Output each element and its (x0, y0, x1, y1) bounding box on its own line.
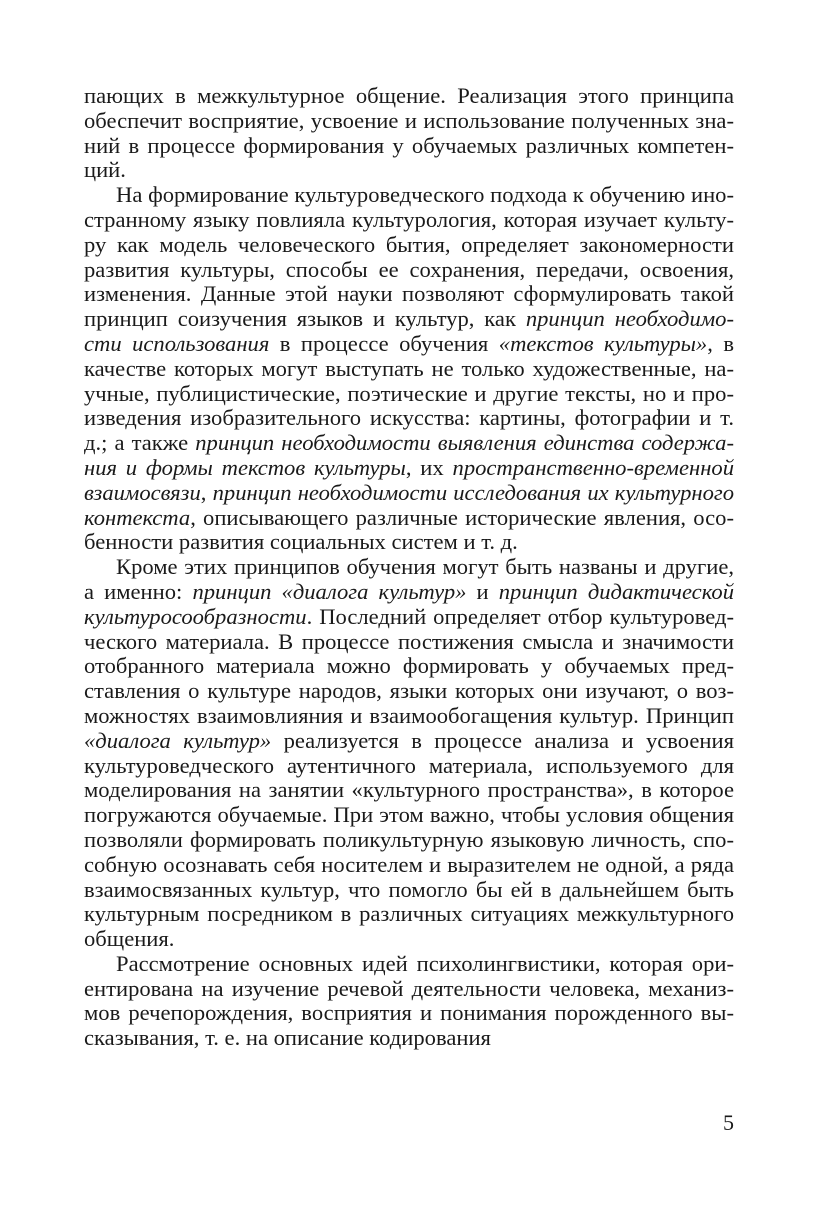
italic-term: принцип дидактической культуросообразности (84, 578, 735, 629)
paragraph-4 (84, 952, 734, 1051)
text-run: в процессе обучения (269, 330, 499, 356)
text-run: . Последний определяет отбор культуроведческого материала. В процессе постижения смысла и значимости отобранного материала можно формировать у обучаемых представления о культуре народов, языки которых они изучают, о возможностях взаимовлияния и взаимообогащения культур. Принцип (84, 603, 734, 728)
page-body-text (84, 84, 734, 1051)
italic-term: принцип «диалога культур» (192, 578, 467, 604)
italic-term: принцип необходимости выявления единства содержания и формы текстов культуры (84, 430, 735, 480)
text-run: , их (405, 454, 453, 480)
paragraph-1 (84, 84, 734, 183)
text-run: реализуется в процессе анализа и усвоения культуроведческого аутентичного материала, используемого для моделирования на занятии «культурного пространства», в которое погружаются обучаемые. При этом важно, чтобы условия общения позволяли формировать поликультурную языковую личность, способную осознавать себя носителем и выразителем не одной, а ряда взаимосвязанных культур, что помогло бы ей в дальнейшем быть культурным посредником в различных ситуациях межкультурного общения. (84, 727, 734, 952)
text-run: На формирование культуроведческого подхода к обучению иностранному языку повлияла культурология, которая изучает культуру как модель человеческого бытия, определяет закономерности развития культуры, способы ее сохранения, передачи, освоения, изменения. Данные этой науки позволяют сформулировать такой принцип соизучения языков и культур, как (84, 182, 734, 332)
italic-term: пространственно-временной взаимосвязи (84, 454, 734, 505)
page-number: 5 (723, 1110, 734, 1135)
italic-term: принцип необходимости использования (84, 306, 734, 356)
text-run: Рассмотрение основных идей психолингвистики, которая ориентирована на изучение речевой деятельности человека, механизмов речепорождения, восприятия и понимания порожденного высказывания, т. е. на описание кодирования (84, 950, 734, 1051)
text-run: , (200, 479, 213, 505)
italic-term: принцип необходимости исследования их культурного контекста (84, 479, 735, 530)
paragraph-2 (84, 183, 734, 555)
text-run: Кроме этих принципов обучения могут быть названы и другие, а именно: (84, 554, 734, 604)
text-run: , описывающего различные исторические явления, особенности развития социальных систем и т. д. (84, 504, 734, 555)
italic-term: «диалога культур» (84, 727, 272, 753)
paragraph-3 (84, 555, 734, 952)
text-run: и (466, 578, 499, 604)
italic-term: «текстов культуры» (498, 330, 708, 356)
text-run: пающих в межкультурное общение. Реализация этого принципа обеспечит восприятие, усвоение и использование полученных знаний в процессе формирования у обучаемых различных компетенций. (84, 83, 734, 183)
text-run: , в качестве которых могут выступать не только художественные, научные, публицистические, поэтические и другие тексты, но и произведения изобразительного искусства: картины, фотографии и т. д.; а также (84, 330, 735, 456)
